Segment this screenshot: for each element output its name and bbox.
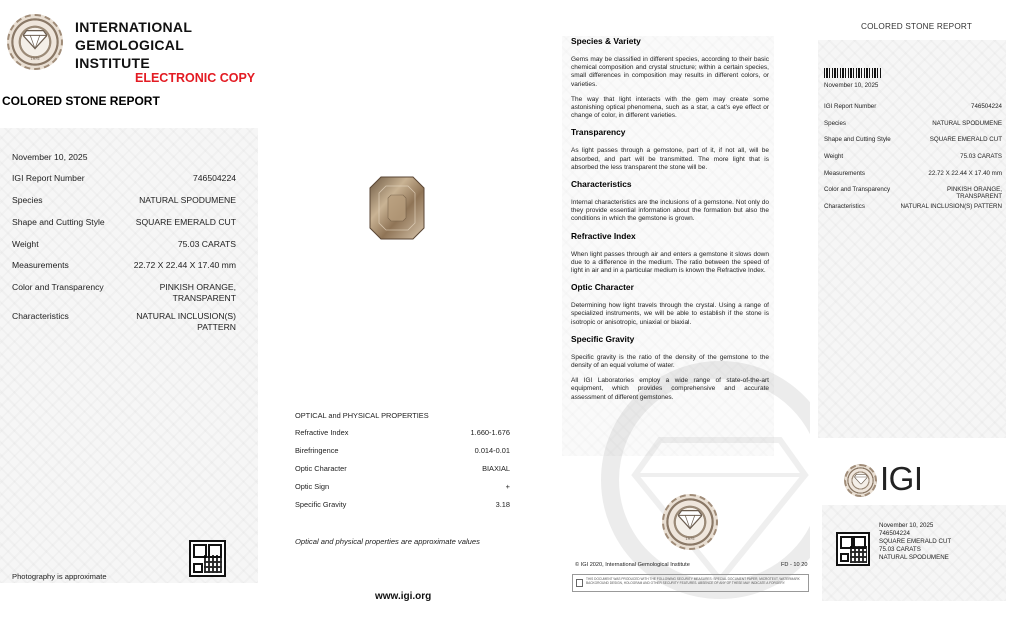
diamond-icon — [23, 28, 47, 49]
stub-color-line-1: PINKISH ORANGE, — [946, 186, 1002, 193]
report-number-value: 746504224 — [192, 173, 236, 183]
row-label: Refractive Index — [295, 428, 349, 437]
row-label: Characteristics — [824, 203, 865, 210]
stub-characteristics-value: NATURAL INCLUSION(S) PATTERN — [900, 203, 1002, 210]
mini-card-details — [879, 522, 951, 562]
stub-shape-value: SQUARE EMERALD CUT — [929, 136, 1002, 143]
characteristics-value-line-2: PATTERN — [197, 321, 236, 332]
species-paragraph-2: The way that light interacts with the gem may create some astonishing optical phenomena, such as a star, a cat’s eye effect or change of color, in different varieties. — [571, 95, 769, 120]
row-label: Species — [824, 119, 847, 127]
specific-gravity-paragraph: Specific gravity is the ratio of the density of the gemstone to the density of an equal volume of water. — [571, 353, 769, 370]
mini-card-weight: 75.03 CARATS — [879, 546, 921, 554]
characteristics-paragraph: Internal characteristics are the inclusions of a gemstone. Not only do they provide essential information about the formation but also the conditions in which the gemstone is grown. — [571, 199, 769, 223]
website-link[interactable]: www.igi.org — [375, 591, 432, 602]
mini-card-species: NATURAL SPODUMENE — [879, 554, 949, 562]
characteristics-value — [136, 311, 236, 332]
igi-seal-logo — [7, 14, 63, 70]
brand-line-2: GEMOLOGICAL — [75, 37, 185, 53]
row-label: Weight — [12, 239, 39, 249]
shape-value: SQUARE EMERALD CUT — [135, 217, 236, 227]
row-label: IGI Report Number — [12, 173, 85, 183]
section-title-transparency: Transparency — [571, 127, 626, 138]
mini-card-shape: SQUARE EMERALD CUT — [879, 538, 952, 546]
refractive-index-value: 1.660-1.676 — [470, 428, 510, 437]
report-date: November 10, 2025 — [12, 152, 88, 162]
security-icon — [576, 579, 583, 587]
stub-color-value — [947, 186, 1002, 201]
mini-card-date: November 10, 2025 — [879, 522, 934, 529]
row-label: Color and Transparency — [824, 186, 891, 193]
row-label: Specific Gravity — [295, 500, 347, 509]
row-label: IGI Report Number — [824, 103, 877, 110]
row-label: Color and Transparency — [12, 282, 104, 292]
qr-code-icon — [836, 532, 870, 566]
section-title-refractive-index: Refractive Index — [571, 230, 636, 241]
brand-line-1: INTERNATIONAL — [75, 19, 193, 35]
disclaimer-text: THIS DOCUMENT WAS PRODUCED WITH THE FOLLOWING SECURITY MEASURES: SPECIAL DOCUMENT PAPER, MICROTEXT, WATERMARK BACKGROUND DESIGN, HOLOGRAM AND OTHER SECURITY FEATURES. ABSENCE OF ANY OF THESE MAY INDICATE A FORGERY. — [586, 577, 800, 586]
row-label: Species — [12, 195, 43, 205]
row-label: Shape and Cutting Style — [824, 136, 891, 143]
stub-color-line-2: TRANSPARENT — [956, 193, 1002, 201]
row-label: Characteristics — [12, 311, 69, 321]
diamond-icon — [854, 473, 867, 485]
igi-seal-logo — [844, 464, 877, 497]
section-title-characteristics: Characteristics — [571, 179, 632, 190]
qr-code-icon — [189, 540, 226, 577]
birefringence-value: 0.014-0.01 — [474, 446, 510, 455]
stub-title: COLORED STONE REPORT — [861, 22, 973, 31]
row-label: Optic Character — [295, 464, 347, 473]
seal-year: 1975 — [30, 55, 40, 61]
species-paragraph-1: Gems may be classified in different species, according to their basic chemical composition and crystal structure; within a certain species, small differences in composition may results in different colors, or varieties. — [571, 56, 769, 88]
row-label: Weight — [824, 153, 844, 160]
stub-panel-background — [818, 40, 1006, 438]
specific-gravity-value: 3.18 — [495, 500, 510, 509]
seal-year: 1975 — [685, 535, 695, 541]
gemstone-photo — [369, 176, 425, 240]
igi-seal-logo — [662, 494, 718, 550]
row-label: Shape and Cutting Style — [12, 217, 105, 227]
section-title-specific-gravity: Specific Gravity — [571, 333, 635, 344]
mini-card-number: 746504224 — [879, 530, 910, 538]
info-column — [571, 36, 769, 409]
optic-character-paragraph: Determining how light travels through the crystal. Using a range of specialized instruments, we will be able to establish if the stone is isotropic or anisotropic, uniaxial or biaxial. — [571, 302, 769, 326]
refractive-index-paragraph: When light passes through air and enters a gemstone it slows down due to a difference in the medium. The ratio between the speed of light in air and in a particular medium is known the Refractive Index. — [571, 250, 769, 275]
row-label: Birefringence — [295, 446, 339, 455]
color-value-line-1: PINKISH ORANGE, — [159, 282, 236, 292]
optical-properties-title: OPTICAL and PHYSICAL PROPERTIES — [295, 411, 429, 420]
characteristics-value-line-1: NATURAL INCLUSION(S) — [136, 311, 236, 321]
section-title-optic-character: Optic Character — [571, 282, 634, 293]
stub-species-value: NATURAL SPODUMENE — [932, 119, 1002, 127]
security-disclaimer — [572, 574, 809, 592]
stub-report-number-value: 746504224 — [971, 103, 1002, 110]
brand-line-3: INSTITUTE — [75, 55, 151, 71]
color-value — [160, 282, 236, 303]
form-code: FD - 10 20 — [781, 562, 808, 568]
weight-value: 75.03 CARATS — [177, 239, 236, 249]
report-title: COLORED STONE REPORT — [2, 94, 160, 108]
igi-logo-text: IGI — [880, 460, 923, 497]
electronic-copy-label: ELECTRONIC COPY — [135, 71, 256, 85]
optic-sign-value: + — [505, 482, 510, 491]
row-label: Measurements — [12, 260, 69, 270]
color-value-line-2: TRANSPARENT — [172, 292, 236, 303]
diamond-icon — [678, 508, 702, 529]
barcode-icon — [824, 68, 882, 78]
species-value: NATURAL SPODUMENE — [139, 195, 236, 205]
photography-note: Photography is approximate — [12, 572, 107, 581]
section-title-species: Species & Variety — [571, 36, 641, 46]
measurements-value: 22.72 X 22.44 X 17.40 mm — [133, 260, 236, 270]
stub-weight-value: 75.03 CARATS — [960, 153, 1002, 160]
optic-character-value: BIAXIAL — [482, 464, 510, 473]
laboratories-paragraph: All IGI Laboratories employ a wide range of state-of-the-art equipment, which provides comprehensive and accurate assessment of different gemstones. — [571, 377, 769, 401]
optical-note: Optical and physical properties are approximate values — [295, 537, 480, 546]
copyright-text: © IGI 2020, International Gemological Institute — [575, 562, 690, 568]
row-label: Measurements — [824, 169, 865, 177]
row-label: Optic Sign — [295, 482, 330, 491]
stub-measurements-value: 22.72 X 22.44 X 17.40 mm — [928, 169, 1002, 177]
transparency-paragraph: As light passes through a gemstone, part of it, if not all, will be absorbed, and part will be transmitted. The more light that is absorbed the less transparent the stone will be. — [571, 147, 769, 171]
stub-date: November 10, 2025 — [824, 82, 879, 89]
